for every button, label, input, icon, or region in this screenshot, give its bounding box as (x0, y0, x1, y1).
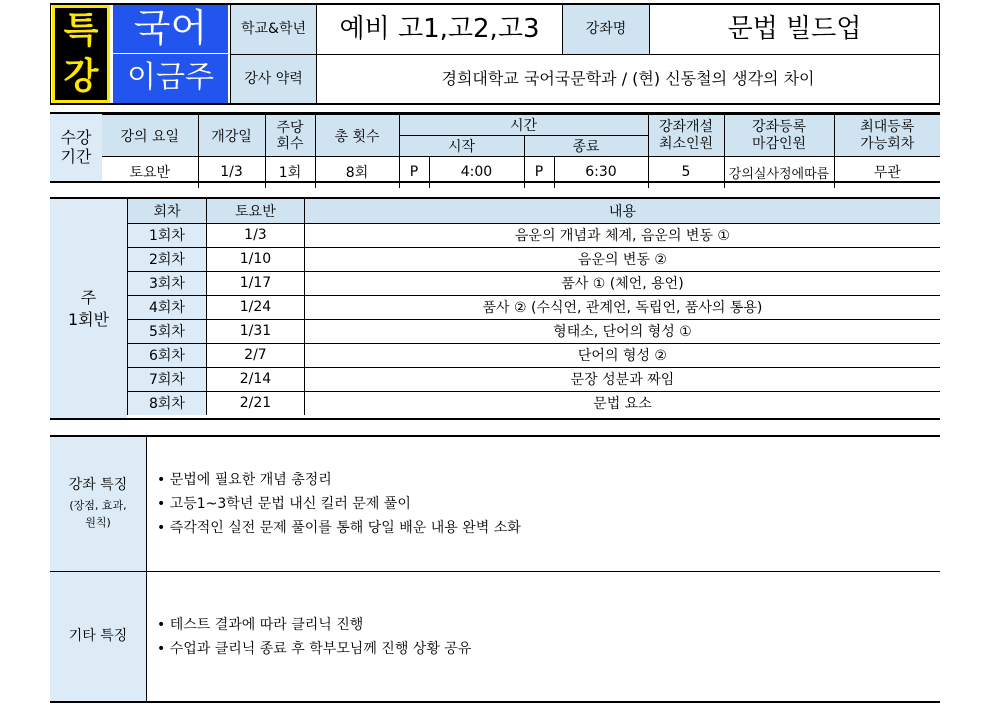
row-session: 3회차 (128, 271, 207, 295)
row-date: 2/14 (206, 367, 304, 391)
list-item: • 테스트 결과에 따라 클리닉 진행 (157, 616, 364, 633)
teacher-name: 이금주 (113, 54, 228, 103)
hdr-date: 토요반 (206, 199, 304, 223)
table-row (128, 391, 941, 415)
features-sublabel: (장점, 효과, 원칙) (69, 499, 127, 530)
course-name-label: 강좌명 (563, 5, 650, 54)
val-total: 8회 (315, 157, 399, 188)
hdr-total: 총 횟수 (315, 115, 399, 157)
row-session: 1회차 (128, 223, 207, 247)
teacher-profile-value: 경희대학교 국어국문학과 / (현) 신동철의 생각의 차이 (317, 55, 939, 103)
table-row (128, 343, 941, 367)
row-date: 2/7 (206, 343, 304, 367)
row-date: 2/21 (206, 391, 304, 415)
hdr-day: 강의 요일 (102, 115, 198, 157)
val-start-ampm: P (399, 157, 429, 188)
val-end-ampm: P (524, 157, 554, 188)
etc-list (157, 613, 471, 661)
val-start-date: 1/3 (198, 157, 265, 188)
row-content: 단어의 형성 ② (304, 343, 940, 367)
badge-bottom-char: 강 (63, 56, 99, 98)
row-session: 7회차 (128, 367, 207, 391)
table-row (128, 319, 941, 343)
list-item: • 고등1~3학년 문법 내신 킬러 문제 풀이 (157, 496, 411, 512)
row-session: 5회차 (128, 319, 207, 343)
row-session: 4회차 (128, 295, 207, 319)
hdr-max-sessions: 최대등록 가능회차 (834, 115, 940, 157)
row-date: 1/24 (206, 295, 304, 319)
schedule-table (127, 199, 940, 415)
val-per-week: 1회 (265, 157, 315, 188)
hdr-per-week: 주당 회수 (265, 115, 315, 157)
features-label-cell (50, 437, 147, 571)
row-content: 음운의 개념과 체계, 음운의 변동 ① (304, 223, 940, 247)
val-end-time: 6:30 (554, 157, 648, 188)
teacher-profile-label: 강사 약력 (230, 55, 317, 103)
val-max-sessions: 무관 (834, 157, 940, 188)
row-date: 1/17 (206, 271, 304, 295)
row-session: 8회차 (128, 391, 207, 415)
school-grade-label: 학교&학년 (230, 5, 317, 54)
special-badge (52, 5, 110, 103)
val-start-time: 4:00 (429, 157, 524, 188)
row-content: 품사 ① (체언, 용언) (304, 271, 940, 295)
etc-label: 기타 특징 (68, 628, 128, 645)
hdr-content: 내용 (304, 199, 940, 223)
hdr-time: 시간 (399, 115, 648, 136)
table-row (128, 223, 941, 247)
school-grade-value: 예비 고1,고2,고3 (317, 5, 563, 54)
hdr-min-people: 강좌개설 최소인원 (648, 115, 724, 157)
row-content: 문장 성분과 짜임 (304, 367, 940, 391)
schedule-side-label (50, 199, 127, 418)
subject-title: 국어 (113, 5, 228, 54)
schedule-side-label-text: 주 1회반 (67, 287, 110, 329)
table-row (128, 367, 941, 391)
features-content (147, 437, 940, 571)
list-item: • 문법에 필요한 개념 총정리 (157, 472, 332, 488)
val-day: 토요반 (102, 157, 198, 188)
row-content: 품사 ② (수식언, 관계언, 독립언, 품사의 통용) (304, 295, 940, 319)
list-item: • 즉각적인 실전 문제 풀이를 통해 당일 배운 내용 완벽 소화 (157, 520, 521, 536)
hdr-time-start: 시작 (399, 136, 524, 157)
row-session: 6회차 (128, 343, 207, 367)
course-name-value: 문법 빌드업 (650, 5, 939, 54)
badge-top-char: 특 (63, 10, 99, 52)
info-table (102, 114, 940, 188)
row-session: 2회차 (128, 247, 207, 271)
period-label-text: 수강 기간 (60, 128, 92, 166)
hdr-session: 회차 (128, 199, 207, 223)
period-label (50, 114, 102, 181)
row-date: 1/31 (206, 319, 304, 343)
row-content: 형태소, 단어의 형성 ① (304, 319, 940, 343)
val-deadline: 강의실사정에따름 (724, 157, 834, 188)
row-date: 1/3 (206, 223, 304, 247)
row-date: 1/10 (206, 247, 304, 271)
etc-content (147, 572, 940, 701)
row-content: 음운의 변동 ② (304, 247, 940, 271)
etc-label-cell (50, 572, 147, 701)
features-label: 강좌 특징 (68, 476, 128, 493)
list-item: • 수업과 클리닉 종료 후 학부모님께 진행 상황 공유 (157, 640, 472, 657)
hdr-start-date: 개강일 (198, 115, 265, 157)
schedule-header-row (128, 199, 941, 223)
table-row (128, 271, 941, 295)
row-content: 문법 요소 (304, 391, 940, 415)
table-row (128, 247, 941, 271)
val-min-people: 5 (648, 157, 724, 188)
table-row (128, 295, 941, 319)
hdr-time-end: 종료 (524, 136, 648, 157)
hdr-deadline: 강좌등록 마감인원 (724, 115, 834, 157)
features-list (157, 468, 521, 540)
